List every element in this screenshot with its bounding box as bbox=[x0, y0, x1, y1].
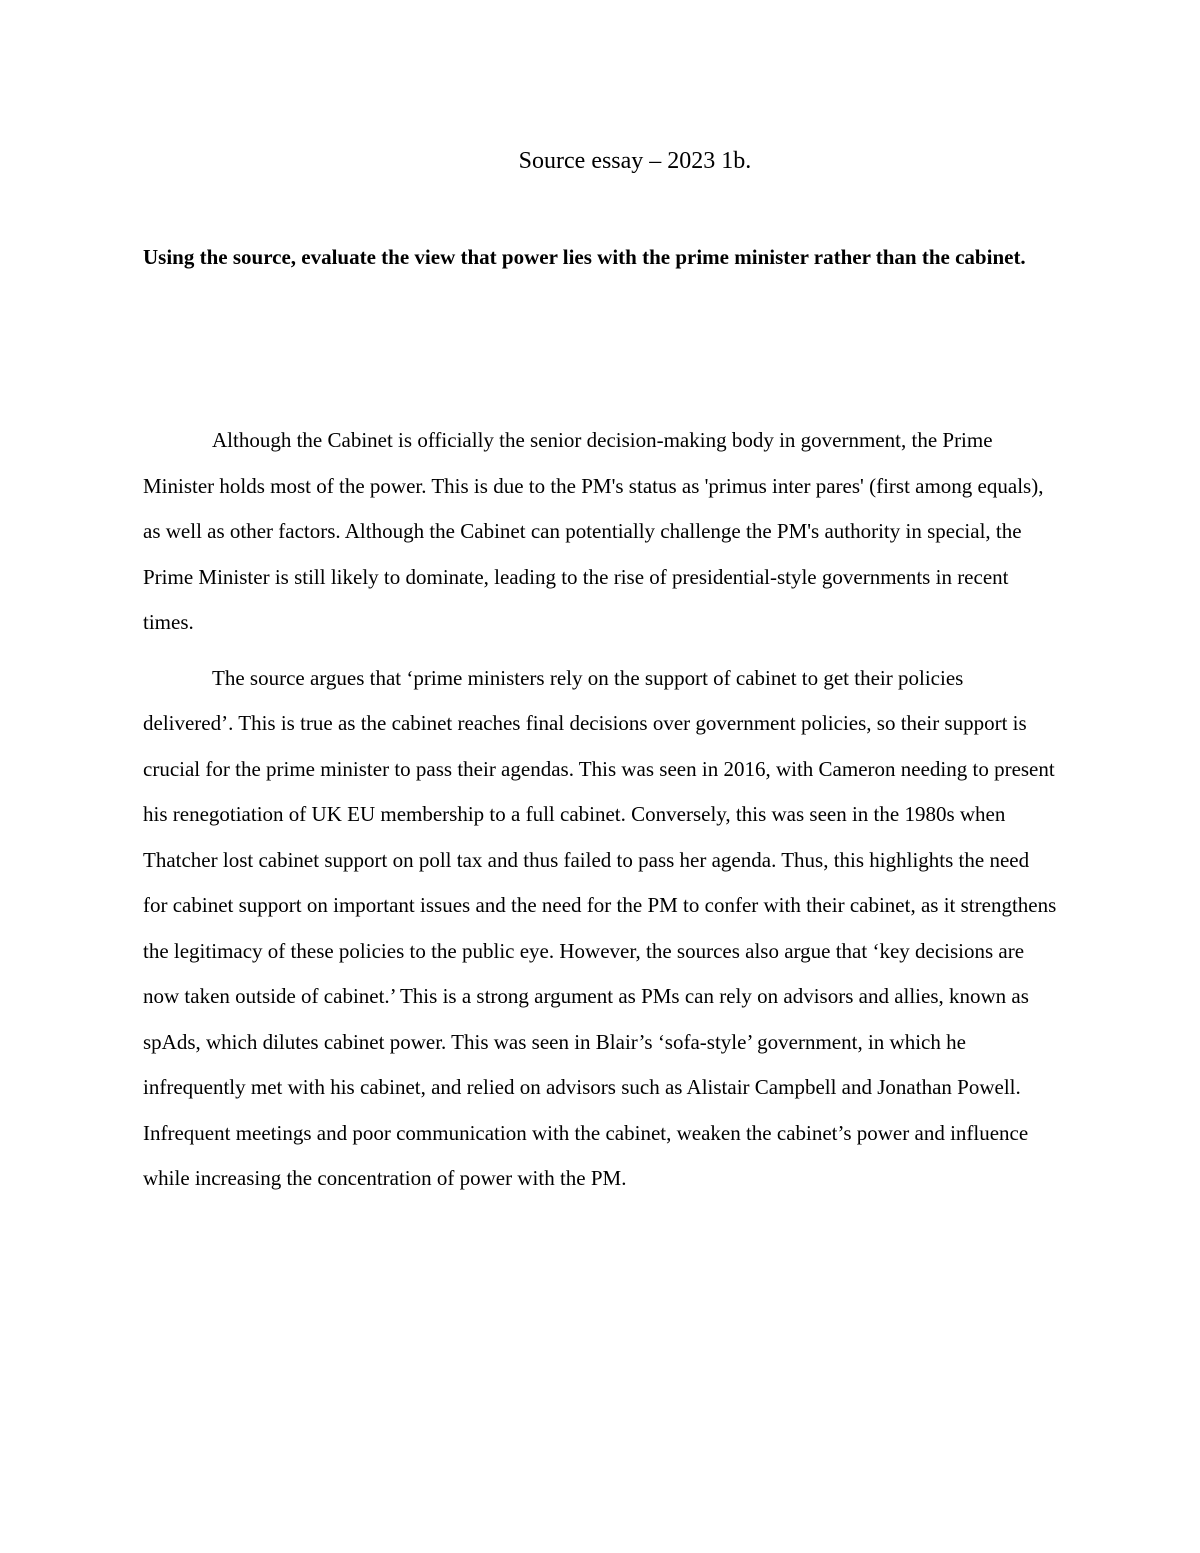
essay-question: Using the source, evaluate the view that power lies with the prime minister rather than the cabinet. bbox=[143, 245, 1026, 269]
document-title: Source essay – 2023 1b. bbox=[518, 148, 752, 174]
paragraph-source-analysis: The source argues that ‘prime ministers rely on the support of cabinet to get their policies delivered’. This is true as the cabinet reaches final decisions over government policies, so their support is crucial for the prime minister to pass their agendas. This was seen in 2016, with Cameron needing to present his renegotiation of UK EU membership to a full cabinet. Conversely, this was seen in the 1980s when Thatcher lost cabinet support on poll tax and thus failed to pass her agenda. Thus, this highlights the need for cabinet support on important issues and the need for the PM to confer with their cabinet, as it strengthens the legitimacy of these policies to the public eye. However, the sources also argue that ‘key decisions are now taken outside of cabinet.’ This is a strong argument as PMs can rely on advisors and allies, known as spAds, which dilutes cabinet power. This was seen in Blair’s ‘sofa-style’ government, in which he infrequently met with his cabinet, and relied on advisors such as Alistair Campbell and Jonathan Powell. Infrequent meetings and poor communication with the cabinet, weaken the cabinet’s power and influence while increasing the concentration of power with the PM. bbox=[143, 665, 1057, 1190]
paragraph-introduction: Although the Cabinet is officially the senior decision-making body in government, the Prime Minister holds most of the power. This is due to the PM's status as 'primus inter pares' (first among equals), as well as other factors. Although the Cabinet can potentially challenge the PM's authority in special, the Prime Minister is still likely to dominate, leading to the rise of presidential-style governments in recent times. bbox=[143, 428, 1044, 634]
essay-body bbox=[143, 418, 1058, 1212]
